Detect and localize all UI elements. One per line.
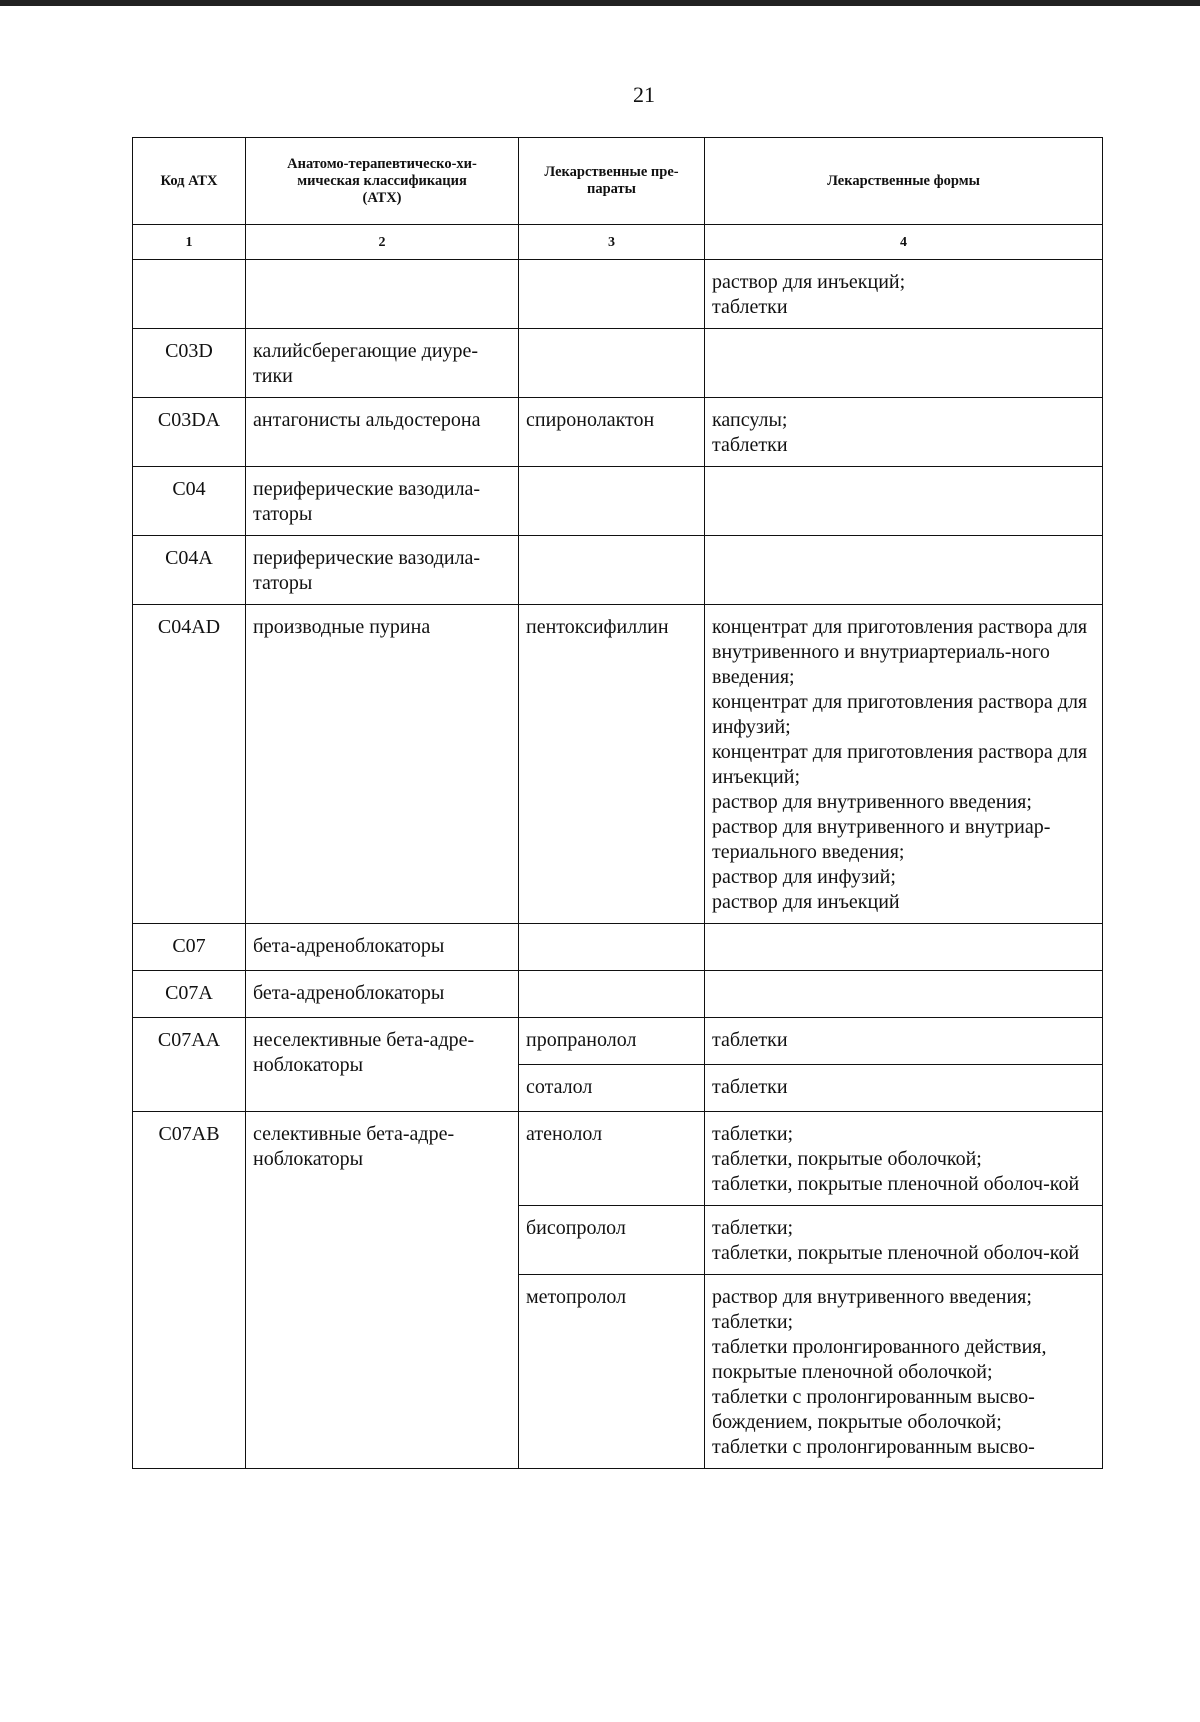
cell-forms: таблетки — [705, 1065, 1103, 1112]
cell-drug — [519, 924, 705, 971]
column-number: 1 — [133, 225, 246, 260]
table-row — [133, 1018, 1103, 1065]
cell-forms — [705, 467, 1103, 536]
cell-drug — [519, 260, 705, 329]
cell-code — [133, 260, 246, 329]
cell-drug: соталол — [519, 1065, 705, 1112]
cell-classification — [246, 260, 519, 329]
table-row — [133, 398, 1103, 467]
cell-classification: периферические вазодила- таторы — [246, 467, 519, 536]
cell-forms: таблетки; таблетки, покрытые пленочной оболоч-кой — [705, 1206, 1103, 1275]
cell-classification: производные пурина — [246, 605, 519, 924]
table-header-row — [133, 138, 1103, 225]
cell-forms: таблетки; таблетки, покрытые оболочкой; таблетки, покрытые пленочной оболоч-кой — [705, 1112, 1103, 1206]
cell-drug: пентоксифиллин — [519, 605, 705, 924]
cell-forms — [705, 971, 1103, 1018]
cell-code: C03DA — [133, 398, 246, 467]
cell-code: C07AA — [133, 1018, 246, 1112]
column-number: 3 — [519, 225, 705, 260]
cell-code: C03D — [133, 329, 246, 398]
cell-classification: селективные бета-адре- ноблокаторы — [246, 1112, 519, 1469]
scan-top-edge — [0, 0, 1200, 6]
header-code: Код АТХ — [133, 138, 246, 225]
cell-drug: пропранолол — [519, 1018, 705, 1065]
cell-forms: капсулы; таблетки — [705, 398, 1103, 467]
cell-code: C04AD — [133, 605, 246, 924]
cell-code: C07A — [133, 971, 246, 1018]
column-number-row — [133, 225, 1103, 260]
cell-classification: бета-адреноблокаторы — [246, 971, 519, 1018]
table-row — [133, 467, 1103, 536]
cell-forms — [705, 924, 1103, 971]
cell-forms: концентрат для приготовления раствора для внутривенного и внутриартериаль-ного введения; концентрат для приготовления раствора для инфузий; концентрат для приготовления раствора для инъекций; раствор для внутривенного введения; раствор для внутривенного и внутриар-териального введения; раствор для инфузий; раствор для инъекций — [705, 605, 1103, 924]
table-row — [133, 971, 1103, 1018]
cell-classification: неселективные бета-адре- ноблокаторы — [246, 1018, 519, 1112]
table-row — [133, 924, 1103, 971]
table-row — [133, 605, 1103, 924]
cell-forms: таблетки — [705, 1018, 1103, 1065]
table-row — [133, 1112, 1103, 1206]
cell-code: C04 — [133, 467, 246, 536]
cell-forms: раствор для инъекций; таблетки — [705, 260, 1103, 329]
cell-classification: антагонисты альдостерона — [246, 398, 519, 467]
cell-code: C04A — [133, 536, 246, 605]
cell-drug: метопролол — [519, 1275, 705, 1469]
cell-forms — [705, 536, 1103, 605]
page-number: 21 — [633, 82, 655, 107]
cell-drug: атенолол — [519, 1112, 705, 1206]
header-classification: Анатомо-терапевтическо-хи- мическая классификация (АТХ) — [246, 138, 519, 225]
cell-drug — [519, 971, 705, 1018]
cell-classification: периферические вазодила- таторы — [246, 536, 519, 605]
column-number: 2 — [246, 225, 519, 260]
column-number: 4 — [705, 225, 1103, 260]
cell-drug — [519, 536, 705, 605]
cell-code: C07 — [133, 924, 246, 971]
cell-drug: бисопролол — [519, 1206, 705, 1275]
cell-forms: раствор для внутривенного введения; таблетки; таблетки пролонгированного действия, покрытые пленочной оболочкой; таблетки с пролонгированным высво-бождением, покрытые оболочкой; таблетки с пролонгированным высво- — [705, 1275, 1103, 1469]
header-drugs: Лекарственные пре- параты — [519, 138, 705, 225]
cell-drug: спиронолактон — [519, 398, 705, 467]
cell-code: C07AB — [133, 1112, 246, 1469]
cell-drug — [519, 329, 705, 398]
cell-classification: бета-адреноблокаторы — [246, 924, 519, 971]
table-row — [133, 260, 1103, 329]
cell-classification: калийсберегающие диуре- тики — [246, 329, 519, 398]
cell-drug — [519, 467, 705, 536]
header-forms: Лекарственные формы — [705, 138, 1103, 225]
cell-forms — [705, 329, 1103, 398]
table-row — [133, 536, 1103, 605]
table-row — [133, 329, 1103, 398]
atx-drug-table — [132, 137, 1103, 1469]
